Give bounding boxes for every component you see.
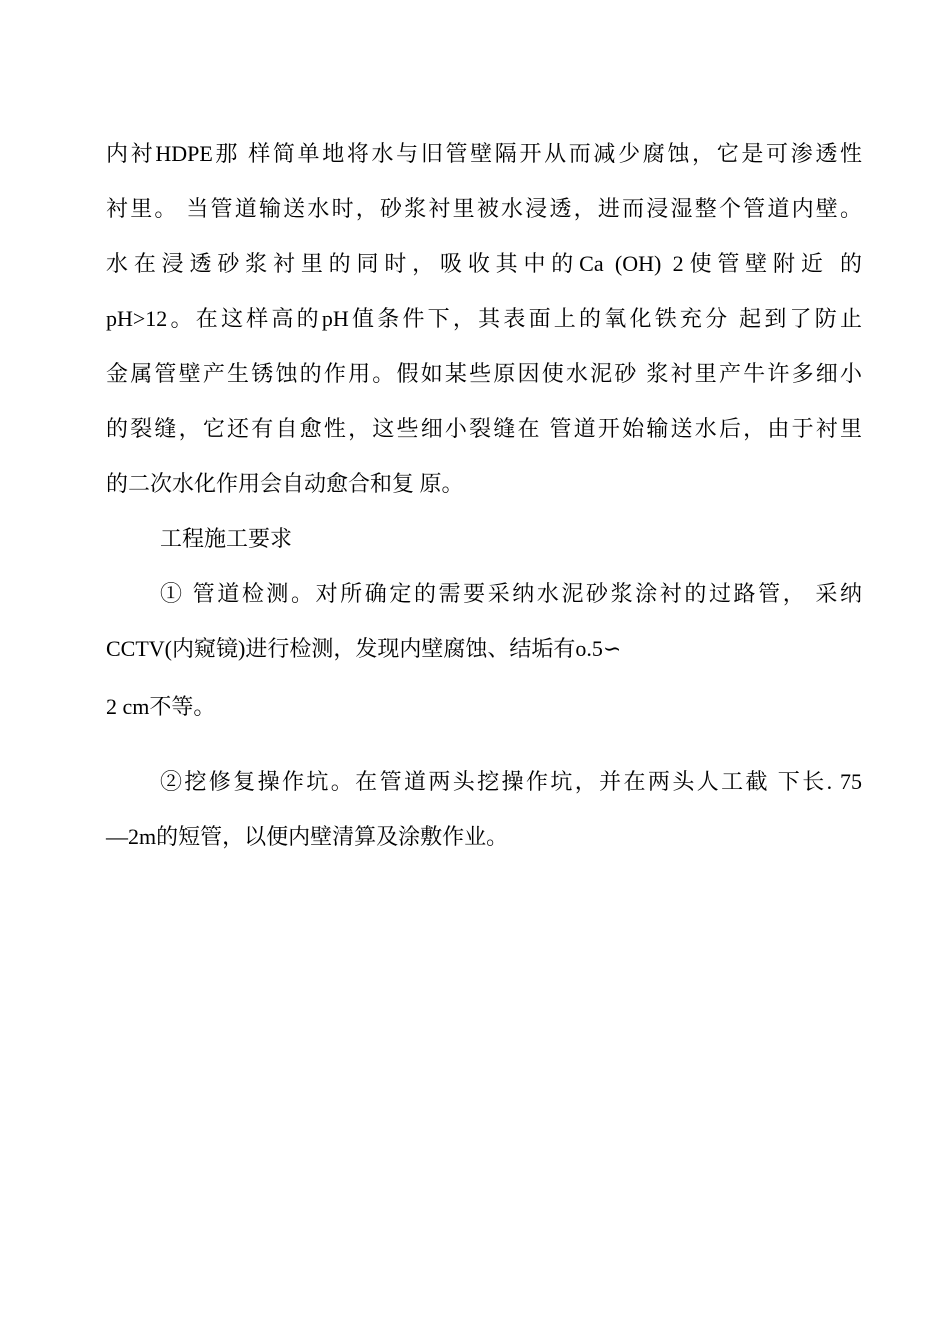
paragraph-line: 内衬HDPE那 样简单地将水与旧管壁隔开从而减少腐蚀，它是可渗透性 bbox=[106, 141, 862, 166]
paragraph-line: 的裂缝，它还有自愈性，这些细小裂缝在 管道开始输送水后，由于衬里 bbox=[106, 416, 862, 441]
list-item-line: —2m的短管，以便内壁清算及涂敷作业。 bbox=[106, 824, 509, 849]
list-item-line: ②挖修复操作坑。在管道两头挖操作坑，并在两头人工截 下长. 75 bbox=[160, 769, 862, 794]
paragraph-line: 的二次水化作用会自动愈合和复 原。 bbox=[106, 471, 464, 496]
list-item-line: 2 cm不等。 bbox=[106, 694, 216, 719]
paragraph-line: 金属管壁产生锈蚀的作用。假如某些原因使水泥砂 浆衬里产牛许多细小 bbox=[106, 361, 862, 386]
paragraph-line: 水在浸透砂浆衬里的同时，吸收其中的Ca (OH) 2使管壁附近 的 bbox=[106, 251, 862, 276]
list-item-line: CCTV(内窥镜)进行检测，发现内壁腐蚀、结垢有o.5∽ bbox=[106, 636, 622, 661]
paragraph-line: 衬里。 当管道输送水时，砂浆衬里被水浸透，进而浸湿整个管道内壁。 bbox=[106, 196, 862, 221]
section-heading: 工程施工要求 bbox=[160, 526, 293, 551]
paragraph-line: pH>12。在这样高的pH值条件下，其表面上的氧化铁充分 起到了防止 bbox=[106, 306, 862, 331]
list-item-line: ① 管道检测。对所确定的需要采纳水泥砂浆涂衬的过路管， 采纳 bbox=[160, 581, 862, 606]
